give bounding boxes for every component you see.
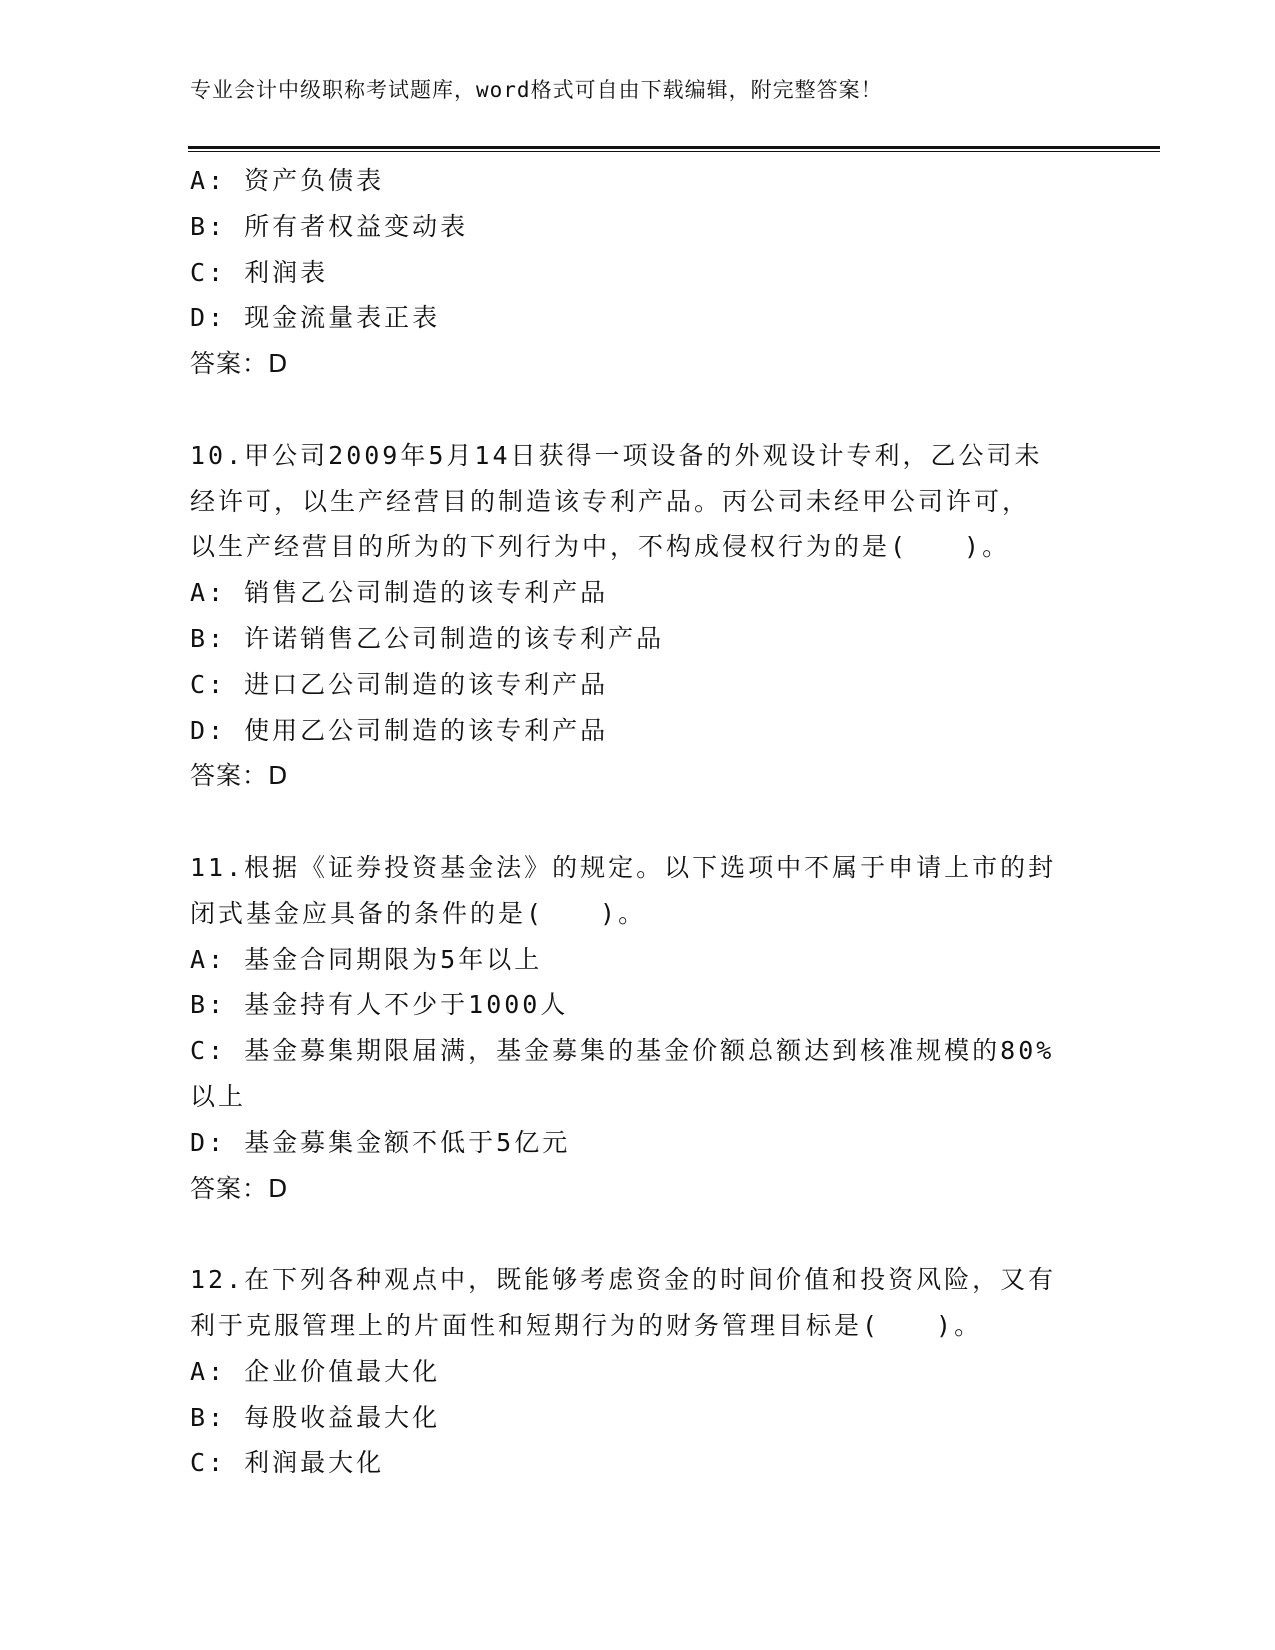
question-11: [190, 845, 1090, 1211]
question-stem-line: 以生产经营目的所为的下列行为中，不构成侵权行为的是( )。: [190, 532, 1011, 562]
question-stem-line: 经许可，以生产经营目的制造该专利产品。丙公司未经甲公司许可，: [190, 486, 1031, 516]
option-b: B: 基金持有人不少于1000人: [190, 990, 569, 1020]
header-divider: [188, 146, 1160, 149]
option-d: D: 现金流量表正表: [190, 303, 441, 333]
answer-line: 答案：D: [190, 1173, 289, 1203]
question-9-options: [190, 158, 1090, 387]
option-a: A: 资产负债表: [190, 166, 385, 195]
question-content: [190, 158, 1090, 1486]
question-stem-line: 12.在下列各种观点中，既能够考虑资金的时间价值和投资风险，又有: [190, 1265, 1057, 1295]
option-b: B: 所有者权益变动表: [190, 211, 469, 241]
page-header: 专业会计中级职称考试题库，word格式可自由下载编辑，附完整答案！: [190, 78, 883, 102]
question-stem-line: 利于克服管理上的片面性和短期行为的财务管理目标是( )。: [190, 1310, 983, 1340]
question-stem-line: 10.甲公司2009年5月14日获得一项设备的外观设计专利，乙公司未: [190, 440, 1043, 470]
option-d: D: 使用乙公司制造的该专利产品: [190, 715, 609, 745]
question-10: [190, 433, 1090, 799]
option-d: D: 基金募集金额不低于5亿元: [190, 1127, 571, 1157]
spacer: [190, 799, 1090, 845]
option-c-continued: 以上: [190, 1081, 247, 1111]
option-c: C: 基金募集期限届满，基金募集的基金价额总额达到核准规模的80%: [190, 1036, 1055, 1066]
option-b: B: 每股收益最大化: [190, 1402, 441, 1432]
header-divider-thin: [188, 151, 1160, 152]
option-a: A: 基金合同期限为5年以上: [190, 944, 543, 974]
spacer: [190, 387, 1090, 433]
question-12: [190, 1257, 1090, 1486]
question-stem-line: 11.根据《证券投资基金法》的规定。以下选项中不属于申请上市的封: [190, 852, 1057, 882]
option-b: B: 许诺销售乙公司制造的该专利产品: [190, 623, 665, 653]
answer-line: 答案：D: [190, 349, 289, 379]
option-a: A: 企业价值最大化: [190, 1356, 441, 1386]
answer-line: 答案：D: [190, 761, 289, 791]
question-stem-line: 闭式基金应具备的条件的是( )。: [190, 898, 647, 928]
option-a: A: 销售乙公司制造的该专利产品: [190, 578, 609, 608]
spacer: [190, 1211, 1090, 1257]
option-c: C: 利润表: [190, 257, 329, 287]
option-c: C: 利润最大化: [190, 1448, 385, 1478]
option-c: C: 进口乙公司制造的该专利产品: [190, 669, 609, 699]
